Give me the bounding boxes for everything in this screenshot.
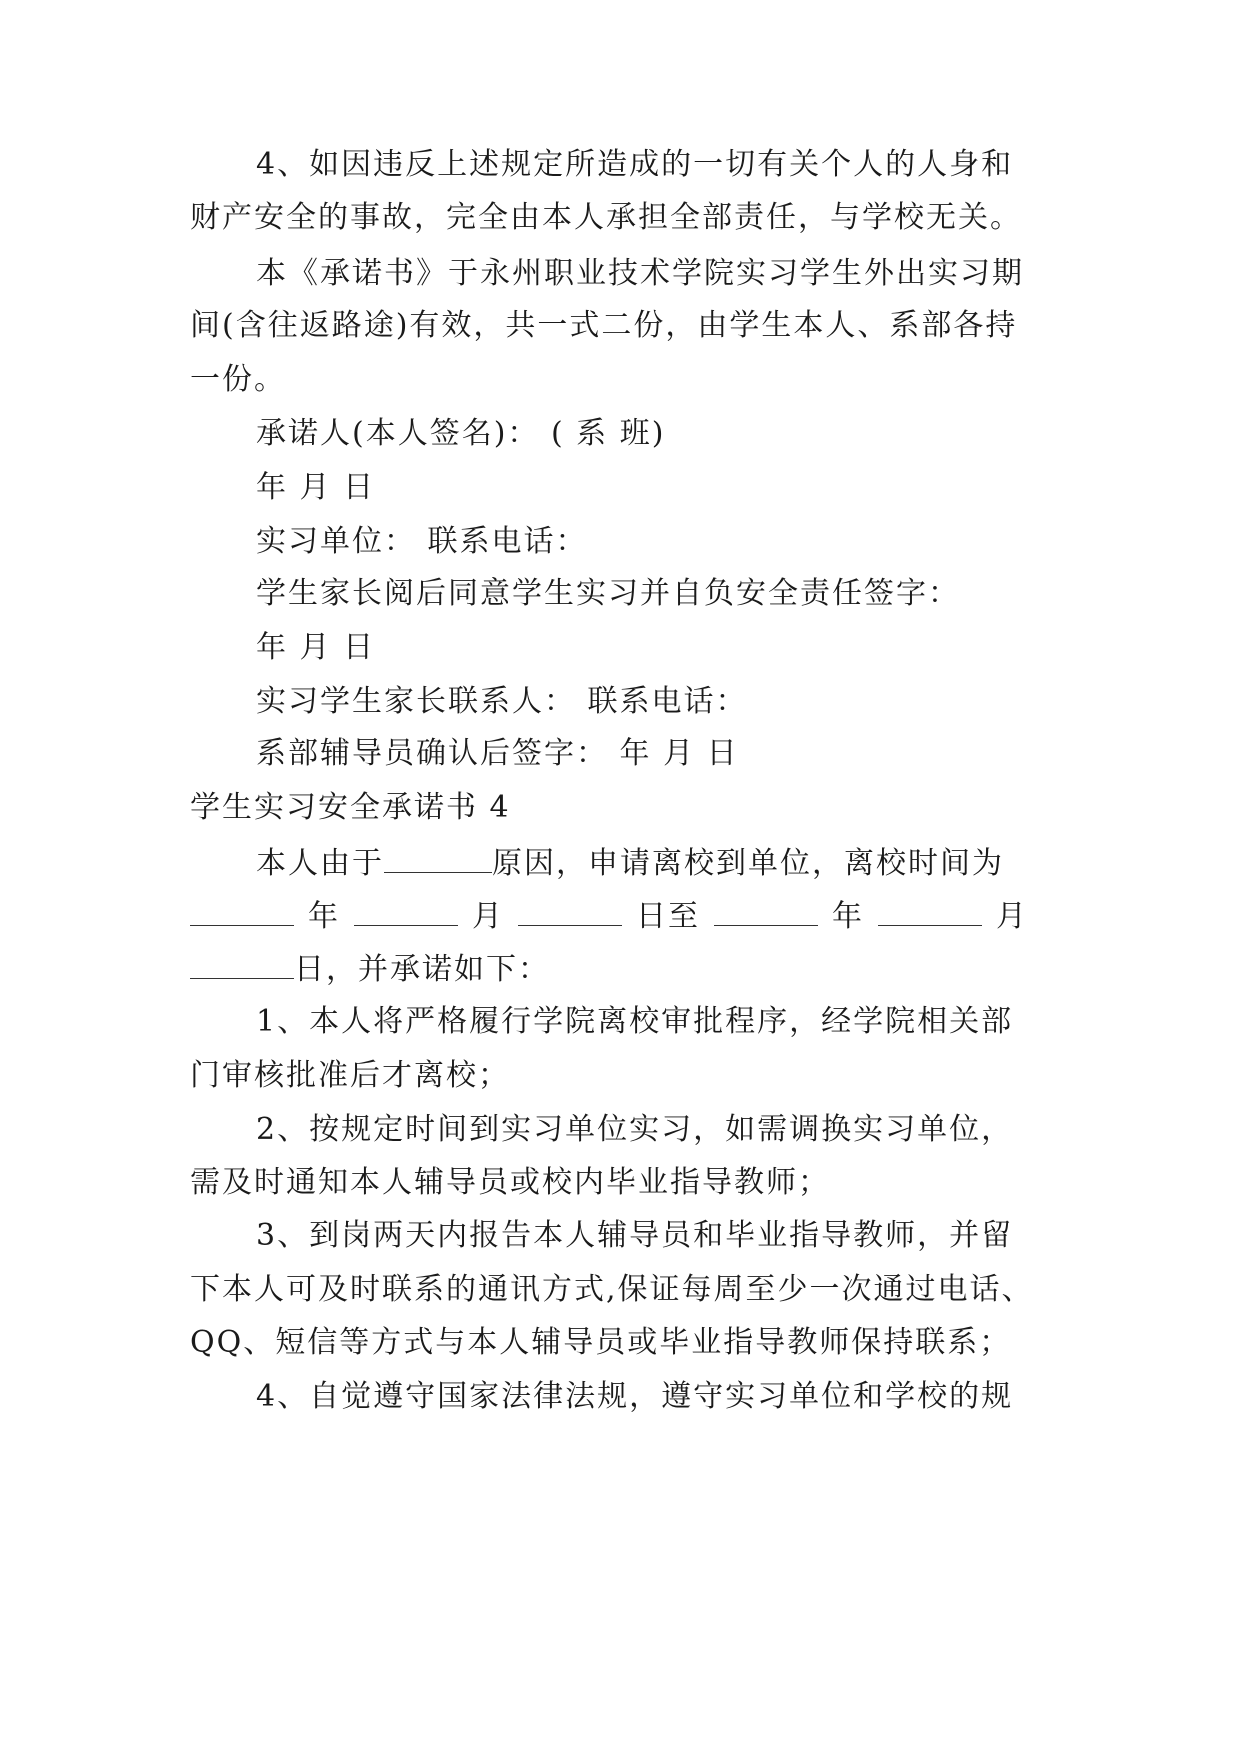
leave-prefix: 本人由于 — [256, 846, 384, 881]
day-to-label: 日至 — [636, 899, 700, 934]
date-line: 年 月 日 — [256, 630, 376, 665]
leave-period-line — [190, 895, 1090, 937]
blank-field — [714, 895, 818, 926]
month-label: 月 — [472, 899, 504, 934]
blank-field — [354, 895, 458, 926]
parent-contact-line: 实习学生家长联系人： 联系电话： — [256, 684, 748, 719]
parent-consent-line: 学生家长阅后同意学生实习并自负安全责任签字： — [256, 576, 960, 611]
year-label: 年 — [832, 899, 864, 934]
day-end-label: 日，并承诺如下： — [294, 952, 550, 987]
paragraph-line: 需及时通知本人辅导员或校内毕业指导教师； — [190, 1165, 830, 1200]
blank-field — [518, 895, 622, 926]
blank-field — [878, 895, 982, 926]
paragraph-line: 下本人可及时联系的通讯方式,保证每周至少一次通过电话、 — [190, 1272, 1034, 1307]
paragraph-line: 门审核批准后才离校； — [190, 1058, 510, 1093]
paragraph-line: 3、到岗两天内报告本人辅导员和毕业指导教师，并留 — [256, 1218, 1014, 1253]
paragraph-line: 4、如因违反上述规定所造成的一切有关个人的人身和 — [256, 147, 1014, 182]
section-title: 学生实习安全承诺书 4 — [190, 790, 511, 825]
leave-suffix: 原因，申请离校到单位，离校时间为 — [492, 846, 1004, 881]
blank-field — [190, 895, 294, 926]
signature-line: 承诺人(本人签名)： ( 系 班) — [256, 416, 666, 451]
month-label: 月 — [996, 899, 1028, 934]
paragraph-line: 1、本人将严格履行学院离校审批程序，经学院相关部 — [256, 1004, 1014, 1039]
paragraph-line: 间(含往返路途)有效，共一式二份，由学生本人、系部各持 — [190, 308, 1018, 343]
counselor-signature-line: 系部辅导员确认后签字： 年 月 日 — [256, 736, 739, 771]
blank-field — [190, 948, 294, 979]
paragraph-line: 4、自觉遵守国家法律法规，遵守实习单位和学校的规 — [256, 1379, 1014, 1414]
year-label: 年 — [308, 899, 340, 934]
leave-reason-line — [256, 842, 1156, 884]
paragraph-line: 一份。 — [190, 362, 286, 397]
blank-field — [384, 842, 492, 873]
paragraph-line: 财产安全的事故，完全由本人承担全部责任，与学校无关。 — [190, 200, 1022, 235]
internship-unit-line: 实习单位： 联系电话： — [256, 524, 588, 559]
paragraph-line: 本《承诺书》于永州职业技术学院实习学生外出实习期 — [256, 256, 1024, 291]
paragraph-line: QQ、短信等方式与本人辅导员或毕业指导教师保持联系； — [190, 1325, 1012, 1360]
paragraph-line: 2、按规定时间到实习单位实习，如需调换实习单位， — [256, 1112, 1014, 1147]
date-line: 年 月 日 — [256, 470, 376, 505]
leave-end-line — [190, 948, 1090, 990]
